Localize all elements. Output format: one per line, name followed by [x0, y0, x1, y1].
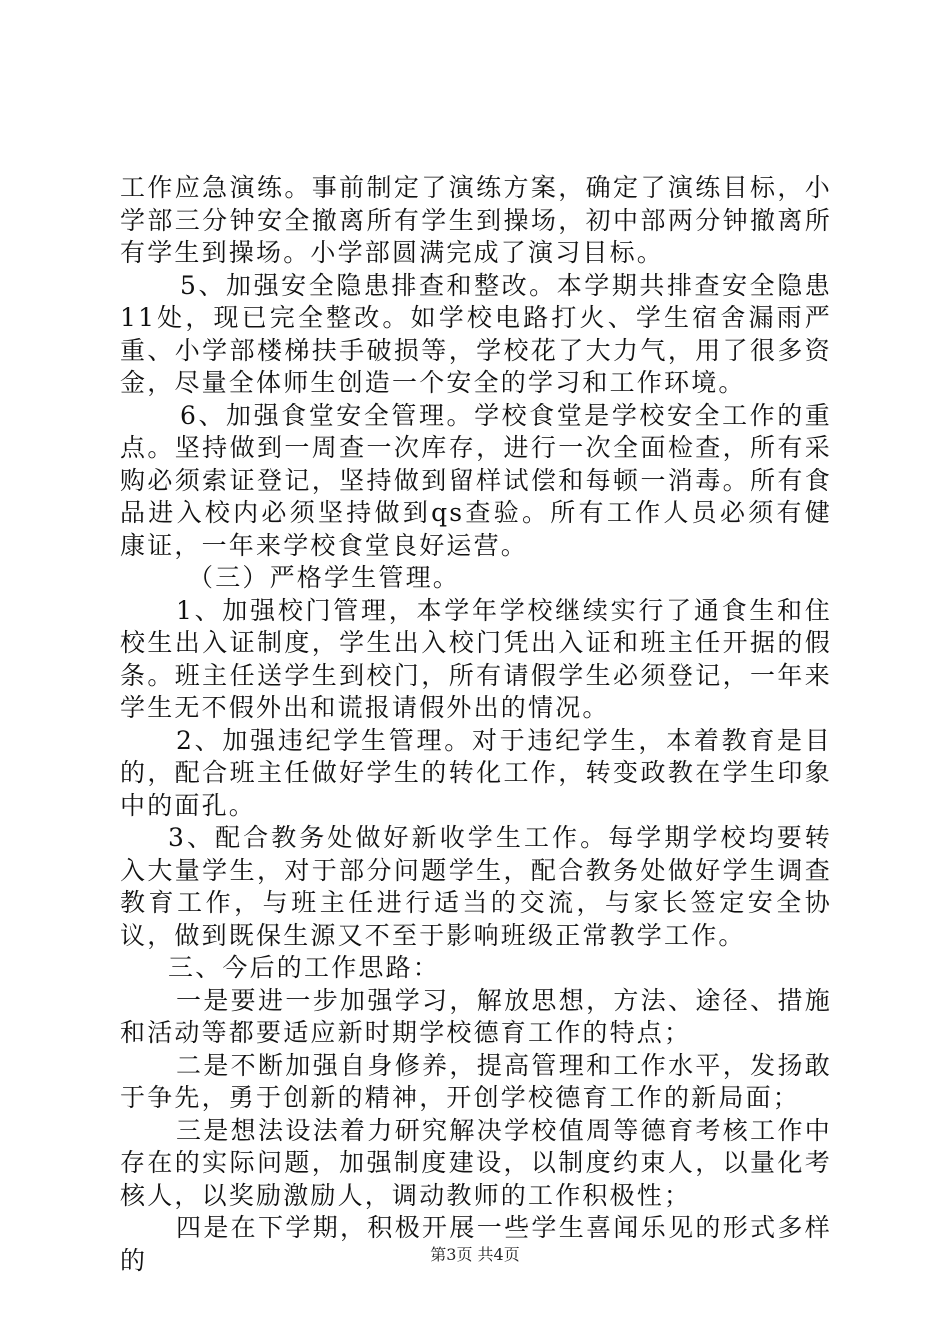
- paragraph-hazard-inspection: 5、加强安全隐患排查和整改。本学期共排查安全隐患11处，现已完全整改。如学校电路打火、学生宿舍漏雨严重、小学部楼梯扶手破损等，学校花了大力气，用了很多资金，尽量全体师生创造一个安全的学习和工作环境。: [120, 270, 832, 397]
- paragraph-gate-management: 1、加强校门管理，本学年学校继续实行了通食生和住校生出入证制度，学生出入校门凭出入证和班主任开据的假条。班主任送学生到校门，所有请假学生必须登记，一年来学生无不假外出和谎报请假外出的情况。: [120, 595, 832, 722]
- document-body: [120, 172, 832, 1277]
- paragraph-plan-one: 一是要进一步加强学习，解放思想，方法、途径、措施和活动等都要适应新时期学校德育工作的特点；: [120, 985, 832, 1047]
- paragraph-plan-four: 四是在下学期，积极开展一些学生喜闻乐见的形式多样的: [120, 1213, 832, 1275]
- section-heading-future-plans: 三、今后的工作思路：: [168, 953, 441, 982]
- paragraph-canteen-safety: 6、加强食堂安全管理。学校食堂是学校安全工作的重点。坚持做到一周查一次库存，进行一次全面检查，所有采购必须索证登记，坚持做到留样试偿和每顿一消毒。所有食品进入校内必须坚持做到qs查验。所有工作人员必须有健康证，一年来学校食堂良好运营。: [120, 400, 832, 560]
- paragraph-discipline-management: 2、加强违纪学生管理。对于违纪学生，本着教育是目的，配合班主任做好学生的转化工作，转变政教在学生印象中的面孔。: [120, 725, 832, 820]
- page-number: 第3页 共4页: [430, 1245, 520, 1264]
- paragraph-new-students: 3、配合教务处做好新收学生工作。每学期学校均要转入大量学生，对于部分问题学生，配合教务处做好学生调查教育工作，与班主任进行适当的交流，与家长签定安全协议，做到既保生源又不至于影响班级正常教学工作。: [120, 823, 832, 950]
- paragraph-plan-three: 三是想法设法着力研究解决学校值周等德育考核工作中存在的实际问题，加强制度建设，以制度约束人，以量化考核人，以奖励激励人，调动教师的工作积极性；: [120, 1115, 832, 1210]
- paragraph-emergency-drill: 工作应急演练。事前制定了演练方案，确定了演练目标，小学部三分钟安全撤离所有学生到操场，初中部两分钟撤离所有学生到操场。小学部圆满完成了演习目标。: [120, 173, 832, 267]
- paragraph-plan-two: 二是不断加强自身修养，提高管理和工作水平，发扬敢于争先，勇于创新的精神，开创学校德育工作的新局面；: [120, 1050, 832, 1112]
- section-heading-student-management: （三）严格学生管理。: [188, 563, 461, 592]
